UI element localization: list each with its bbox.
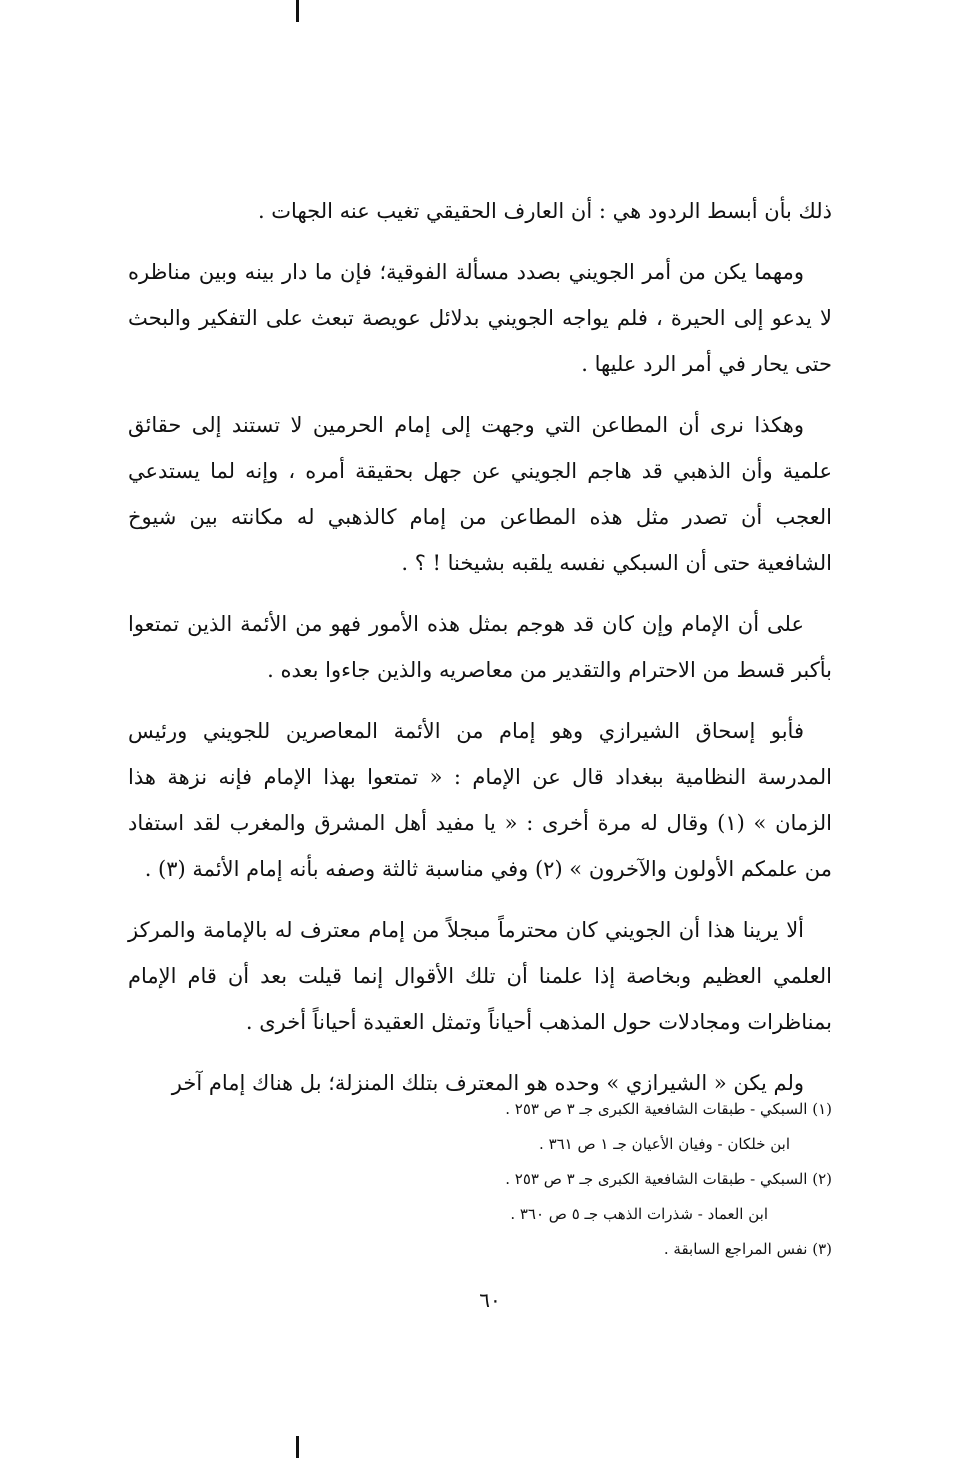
paragraph: ولم يكن « الشيرازي » وحده هو المعترف بتلك المنزلة؛ بل هناك إمام آخر (171, 1071, 804, 1095)
paragraph: ذلك بأن أبسط الردود هي : أن العارف الحقيقي تغيب عنه الجهات . (257, 199, 832, 223)
paragraph: ومهما يكن من أمر الجويني بصدد مسألة الفوقية؛ فإن ما دار بينه وبين مناظره لا يدعو إلى الحيرة ، فلم يواجه الجويني بدلائل عويصة تبعث على التفكير والبحث حتى يحار في أمر الرد عليها . (128, 260, 832, 376)
paragraph: فأبو إسحاق الشيرازي وهو إمام من الأئمة المعاصرين للجويني ورئيس المدرسة النظامية ببغداد قال عن الإمام : « تمتعوا بهذا الإمام فإنه نزهة هذا الزمان » (١) وقال له مرة أخرى : « يا مفيد أهل المشرق والمغرب لقد استفاد من علمكم الأولون والآخرون » (٢) وفي مناسبة ثالثة وصفه بأنه إمام الأئمة (٣) . (128, 719, 833, 881)
footnote-1: (١) السبكي - طبقات الشافعية الكبرى جـ ٣ ص ٢٥٣ . (505, 1100, 832, 1118)
paragraph: وهكذا نرى أن المطاعن التي وجهت إلى إمام الحرمين لا تستند إلى حقائق علمية وأن الذهبي قد هاجم الجويني عن جهل بحقيقة أمره ، وإنه لما يستدعي العجب أن تصدر مثل هذه المطاعن من إمام كالذهبي له مكانته بين شيوخ الشافعية حتى أن السبكي نفسه يلقبه بشيخنا ! ؟ . (128, 413, 832, 575)
footnote-3: (٣) نفس المراجع السابقة . (663, 1240, 832, 1258)
crop-mark-top (296, 0, 299, 22)
page-body (128, 188, 832, 1121)
page-number: ٦٠ (479, 1288, 501, 1312)
footnote-2: (٢) السبكي - طبقات الشافعية الكبرى جـ ٣ ص ٢٥٣ . (505, 1170, 832, 1188)
footnote-2-continued: ابن العماد - شذرات الذهب جـ ٥ ص ٣٦٠ . (510, 1205, 768, 1223)
footnote-1-continued: ابن خلكان - وفيان الأعيان جـ ١ ص ٣٦١ . (539, 1135, 790, 1153)
footnotes (300, 1092, 832, 1267)
crop-mark-bottom (296, 1436, 299, 1458)
paragraph: ألا يرينا هذا أن الجويني كان محترماً مبجلاً من إمام معترف له بالإمامة والمركز العلمي العظيم وبخاصة إذا علمنا أن تلك الأقوال إنما قيلت بعد أن قام الإمام بمناظرات ومجادلات حول المذهب أحياناً وتمثل العقيدة أحياناً أخرى . (128, 918, 832, 1034)
paragraph: على أن الإمام وإن كان قد هوجم بمثل هذه الأمور فهو من الأئمة الذين تمتعوا بأكبر قسط من الاحترام والتقدير من معاصريه والذين جاءوا بعده . (128, 612, 832, 682)
